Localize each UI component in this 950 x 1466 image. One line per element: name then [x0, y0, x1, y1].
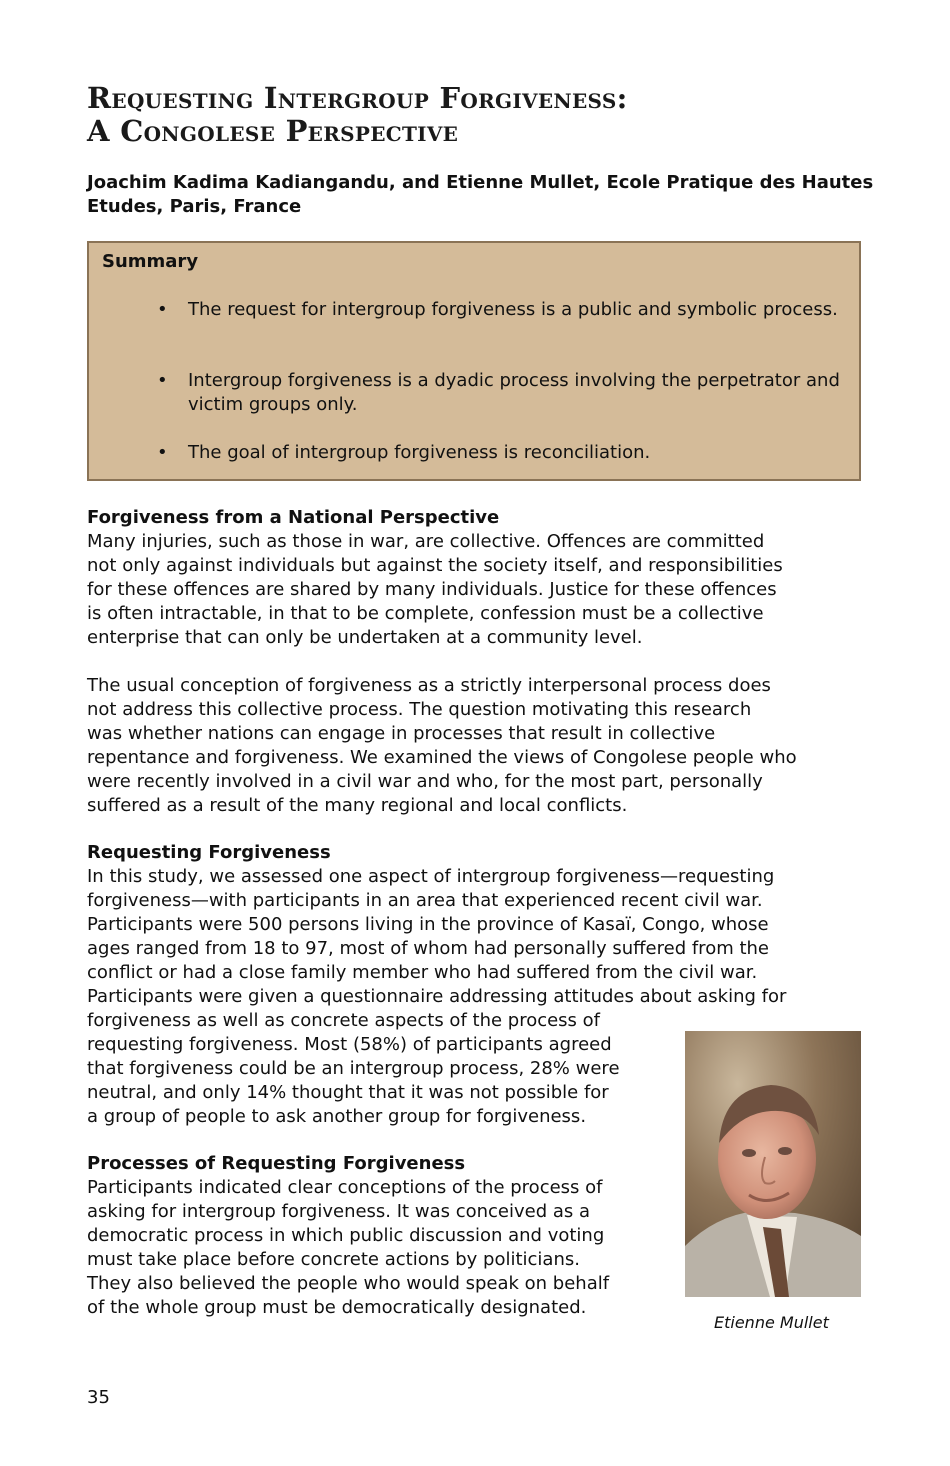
bullet-icon: •	[157, 370, 168, 391]
text-line: not address this collective process. The question motivating this research	[87, 699, 752, 720]
text-line: forgiveness as well as concrete aspects of the process of	[87, 1010, 601, 1031]
summary-item-text: The goal of intergroup forgiveness is reconciliation.	[188, 442, 651, 463]
text-line: must take place before concrete actions by politicians.	[87, 1249, 580, 1270]
text-line: In this study, we assessed one aspect of intergroup forgiveness—requesting	[87, 866, 775, 887]
title-line-2: A Congolese Perspective	[87, 114, 459, 148]
text-line: ages ranged from 18 to 97, most of whom had personally suffered from the	[87, 938, 769, 959]
text-line: was whether nations can engage in processes that result in collective	[87, 723, 716, 744]
text-line: asking for intergroup forgiveness. It was conceived as a	[87, 1201, 591, 1222]
text-line: democratic process in which public discussion and voting	[87, 1225, 605, 1246]
photo-caption: Etienne Mullet	[714, 1313, 829, 1332]
section-heading-processes: Processes of Requesting Forgiveness	[87, 1153, 466, 1174]
text-line: that forgiveness could be an intergroup process, 28% were	[87, 1058, 620, 1079]
text-line: They also believed the people who would speak on behalf	[87, 1273, 610, 1294]
text-line: for these offences are shared by many individuals. Justice for these offences	[87, 579, 777, 600]
text-line: neutral, and only 14% thought that it was not possible for	[87, 1082, 609, 1103]
title-line-1: Requesting Intergroup Forgiveness:	[87, 81, 628, 115]
text-line: a group of people to ask another group for forgiveness.	[87, 1106, 587, 1127]
section-heading-national: Forgiveness from a National Perspective	[87, 507, 500, 528]
text-line: were recently involved in a civil war and who, for the most part, personally	[87, 771, 763, 792]
text-line: enterprise that can only be undertaken at a community level.	[87, 627, 643, 648]
summary-box	[87, 241, 861, 481]
text-line: repentance and forgiveness. We examined the views of Congolese people who	[87, 747, 797, 768]
text-line: suffered as a result of the many regional and local conflicts.	[87, 795, 628, 816]
article-title	[87, 82, 887, 148]
text-line: Participants indicated clear conceptions of the process of	[87, 1177, 603, 1198]
section-heading-requesting: Requesting Forgiveness	[87, 842, 331, 863]
text-line: Many injuries, such as those in war, are collective. Offences are committed	[87, 531, 765, 552]
author-photo	[685, 1031, 861, 1297]
paragraph-national-2	[87, 674, 797, 818]
author-byline: Joachim Kadima Kadiangandu, and Etienne Mullet, Ecole Pratique des Hautes Etudes, Paris, France	[87, 172, 874, 217]
paragraph-processes	[87, 1176, 609, 1320]
text-line: of the whole group must be democratically designated.	[87, 1297, 587, 1318]
bullet-icon: •	[157, 299, 168, 320]
summary-heading: Summary	[102, 251, 199, 272]
text-line: not only against individuals but against the society itself, and responsibilities	[87, 555, 783, 576]
text-line: Participants were given a questionnaire addressing attitudes about asking for	[87, 986, 787, 1007]
summary-item-text: The request for intergroup forgiveness is a public and symbolic process.	[188, 299, 838, 320]
portrait-illustration	[685, 1031, 861, 1297]
text-line: forgiveness—with participants in an area that experienced recent civil war.	[87, 890, 763, 911]
summary-item-text: Intergroup forgiveness is a dyadic process involving the perpetrator and victim groups only.	[188, 370, 840, 415]
text-line: is often intractable, in that to be complete, confession must be a collective	[87, 603, 764, 624]
paragraph-requesting	[87, 865, 786, 1129]
paragraph-national-1	[87, 530, 783, 650]
page-number: 35	[87, 1387, 110, 1408]
text-line: conflict or had a close family member who had suffered from the civil war.	[87, 962, 758, 983]
text-line: Participants were 500 persons living in the province of Kasaï, Congo, whose	[87, 914, 769, 935]
bullet-icon: •	[157, 442, 168, 463]
text-line: requesting forgiveness. Most (58%) of participants agreed	[87, 1034, 612, 1055]
text-line: The usual conception of forgiveness as a strictly interpersonal process does	[87, 675, 771, 696]
